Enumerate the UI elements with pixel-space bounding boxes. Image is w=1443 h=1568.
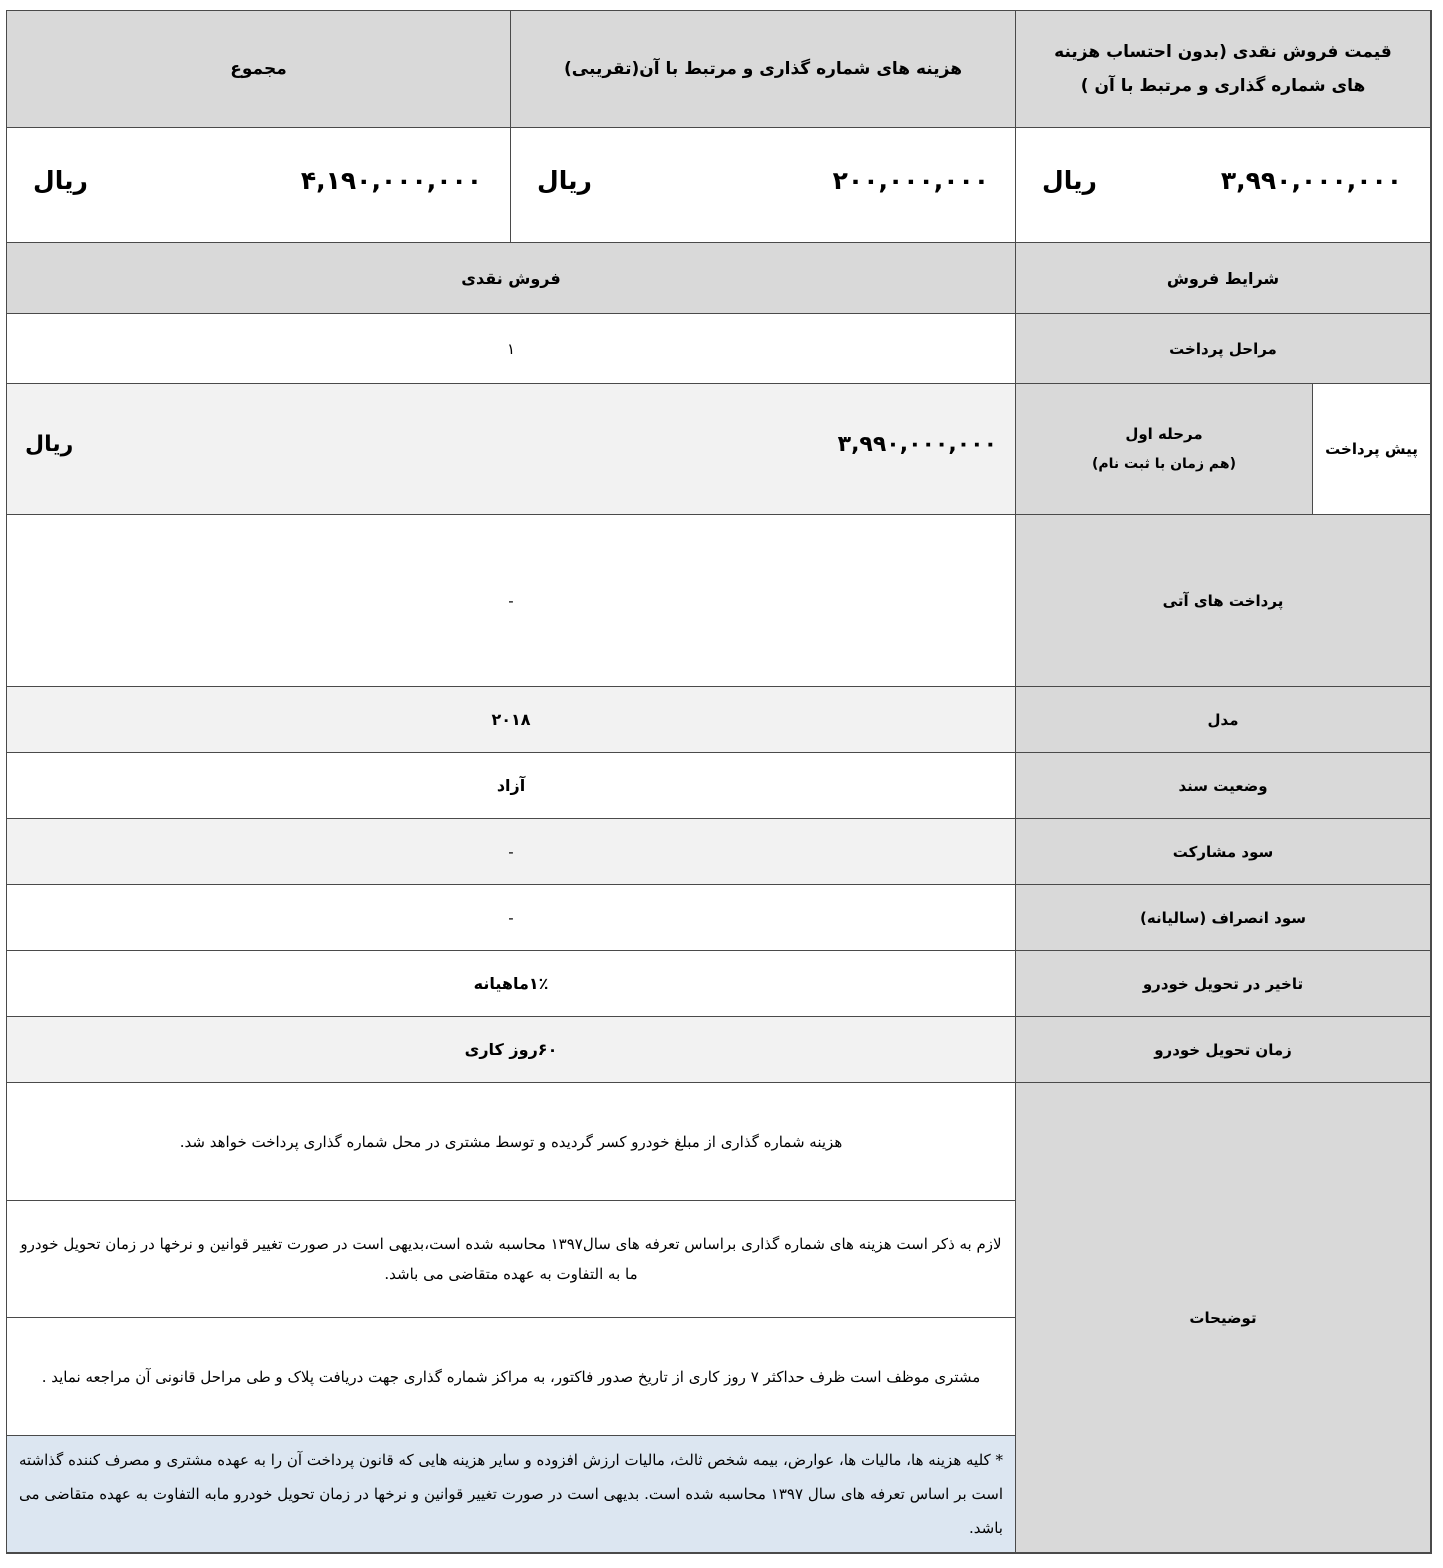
note-4-text: * کلیه هزینه ها، مالیات ها، عوارض، بیمه شخص ثالث، مالیات ارزش افزوده و سایر هزینه هایی که قانون پرداخت آن را به عهده مشتری و مصرف کننده گذاشته است بر اساس تعرفه های سال ۱۳۹۷ محاسبه شده است. بدیهی است در صورت تغییر قوانین و نرخها در زمان تحویل خودرو مابه التفاوت به عهده متقاضی می باشد. bbox=[19, 1451, 1003, 1537]
prepayment-label: پیش پرداخت bbox=[1325, 440, 1418, 458]
future-payments-label: پرداخت های آتی bbox=[1162, 591, 1284, 610]
total-unit: ریال bbox=[33, 166, 88, 195]
cash-price-unit: ریال bbox=[1042, 166, 1097, 195]
payment-stages-label-cell bbox=[1016, 314, 1431, 384]
header-cash-price-text: قیمت فروش نقدی (بدون احتساب هزینه های شماره گذاری و مرتبط با آن ) bbox=[1054, 42, 1392, 96]
notes-label: توضیحات bbox=[1189, 1308, 1257, 1327]
payment-stages-label: مراحل پرداخت bbox=[1169, 339, 1277, 358]
document-status-value: آزاد bbox=[496, 776, 526, 795]
future-payments-label-cell bbox=[1016, 515, 1431, 687]
delivery-time-label-cell bbox=[1016, 1017, 1431, 1083]
partnership-profit-label-cell bbox=[1016, 819, 1431, 885]
note-2-cell bbox=[7, 1201, 1016, 1318]
partnership-profit-value: - bbox=[508, 842, 514, 861]
delivery-delay-label: تاخیر در تحویل خودرو bbox=[1142, 974, 1304, 993]
document-status-value-cell bbox=[7, 753, 1016, 819]
delivery-time-label: زمان تحویل خودرو bbox=[1154, 1040, 1292, 1059]
sale-conditions-label: شرایط فروش bbox=[1166, 268, 1280, 288]
first-stage-label-cell bbox=[1016, 384, 1313, 515]
payment-stages-value-cell bbox=[7, 314, 1016, 384]
header-total-text: مجموع bbox=[230, 59, 287, 79]
first-stage-amount: ۳,۹۹۰,۰۰۰,۰۰۰ bbox=[837, 432, 997, 457]
document-status-label-cell bbox=[1016, 753, 1431, 819]
note-3-cell bbox=[7, 1318, 1016, 1436]
first-stage-value-cell bbox=[7, 384, 1016, 515]
total-cell bbox=[7, 128, 511, 243]
cancellation-profit-value-cell bbox=[7, 885, 1016, 951]
delivery-delay-value-cell bbox=[7, 951, 1016, 1017]
note-4-cell bbox=[7, 1436, 1016, 1553]
note-3-text: مشتری موظف است ظرف حداکثر ۷ روز کاری از تاریخ صدور فاکتور، به مراکز شماره گذاری جهت دریافت پلاک و طی مراحل قانونی آن مراجعه نماید . bbox=[41, 1367, 981, 1386]
cancellation-profit-value: - bbox=[508, 908, 514, 927]
delivery-time-value: ۶۰روز کاری bbox=[464, 1040, 558, 1059]
total-amount: ۴,۱۹۰,۰۰۰,۰۰۰ bbox=[300, 166, 482, 195]
future-payments-value: - bbox=[508, 591, 514, 610]
partnership-profit-label: سود مشارکت bbox=[1172, 842, 1274, 861]
model-label-cell bbox=[1016, 687, 1431, 753]
first-stage-unit: ریال bbox=[25, 432, 74, 457]
sale-conditions-value-cell bbox=[7, 243, 1016, 314]
delivery-time-value-cell bbox=[7, 1017, 1016, 1083]
first-stage-sub: (هم زمان با ثبت نام) bbox=[1092, 456, 1236, 472]
cash-price-amount: ۳,۹۹۰,۰۰۰,۰۰۰ bbox=[1220, 166, 1402, 195]
sale-conditions-value: فروش نقدی bbox=[461, 268, 561, 288]
document-status-label: وضعیت سند bbox=[1178, 776, 1268, 795]
first-stage-label: مرحله اول bbox=[1125, 425, 1203, 443]
note-1-cell bbox=[7, 1083, 1016, 1201]
partnership-profit-value-cell bbox=[7, 819, 1016, 885]
delivery-delay-label-cell bbox=[1016, 951, 1431, 1017]
model-value-cell bbox=[7, 687, 1016, 753]
registration-cost-cell bbox=[511, 128, 1016, 243]
header-registration-cost bbox=[511, 11, 1016, 128]
cancellation-profit-label: سود انصراف (سالیانه) bbox=[1140, 908, 1306, 927]
prepayment-label-cell bbox=[1313, 384, 1431, 515]
header-registration-cost-text: هزینه های شماره گذاری و مرتبط با آن(تقریبی) bbox=[564, 59, 962, 79]
cancellation-profit-label-cell bbox=[1016, 885, 1431, 951]
model-value: ۲۰۱۸ bbox=[491, 710, 531, 729]
registration-cost-amount: ۲۰۰,۰۰۰,۰۰۰ bbox=[832, 166, 989, 195]
delivery-delay-value: ۱٪ماهیانه bbox=[473, 974, 549, 993]
future-payments-value-cell bbox=[7, 515, 1016, 687]
model-label: مدل bbox=[1207, 710, 1239, 729]
sale-conditions-label-cell bbox=[1016, 243, 1431, 314]
note-2-text: لازم به ذکر است هزینه های شماره گذاری براساس تعرفه های سال۱۳۹۷ محاسبه شده است،بدیهی است در صورت تغییر قوانین و نرخها در زمان تحویل خودرو ما به التفاوت به عهده متقاضی می باشد. bbox=[20, 1235, 1002, 1283]
notes-label-cell bbox=[1016, 1083, 1431, 1553]
header-total bbox=[7, 11, 511, 128]
sales-conditions-table bbox=[6, 10, 1432, 1554]
payment-stages-value: ۱ bbox=[506, 339, 516, 358]
registration-cost-unit: ریال bbox=[537, 166, 592, 195]
header-cash-price bbox=[1016, 11, 1431, 128]
cash-price-cell bbox=[1016, 128, 1431, 243]
note-1-text: هزینه شماره گذاری از مبلغ خودرو کسر گردیده و توسط مشتری در محل شماره گذاری پرداخت خواهد شد. bbox=[179, 1132, 843, 1151]
